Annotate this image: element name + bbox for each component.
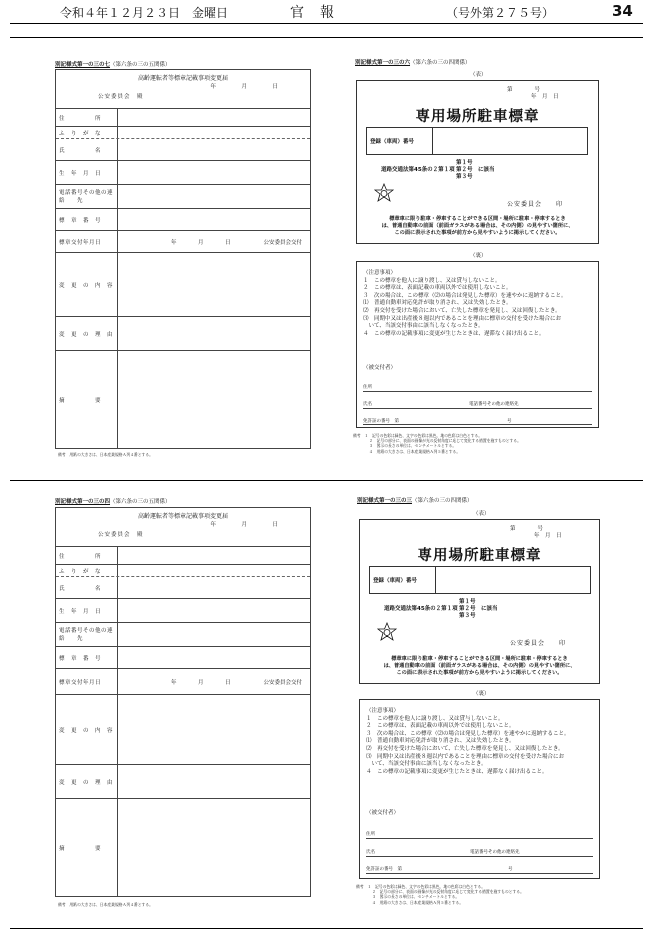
holder-license: 免許証の番号 第 [366,867,402,872]
holder-name: 氏名 [366,850,375,855]
badge-date: 年 月 日 [531,94,559,100]
badge-label: 別記様式第一の三の三（第六条の三の四関係） [357,498,473,504]
holder-phone: 電話番号その他の連絡先 [470,850,520,855]
holder-title: （被交付者） [363,365,397,371]
form-row-remarks: 摘 要 [56,350,310,448]
issue-number: （号外第２７５号） [446,6,555,20]
holder-name: 氏名 [363,402,372,407]
form-row-change-reason: 変 更 の 理 由 [56,316,310,350]
back-side-label: （裏） [473,691,490,697]
change-notification-form [55,507,311,897]
form-title: 高齢運転者等標章記載事項変更届 [137,75,228,82]
holder-license-end: 号 [507,419,512,424]
holder-line [366,838,593,839]
form-date: 年 月 日 [210,522,288,528]
form-row-address: 住 所 [56,108,310,126]
back-side-label: （裏） [470,253,487,259]
holder-line [366,873,593,874]
badge-number: 第 号 [507,87,541,93]
section-rule [10,928,643,929]
police-emblem-icon [376,622,398,644]
form-row-remarks: 摘 要 [56,798,310,896]
page-number: 34 [612,2,633,20]
paper-name: 官報 [290,5,350,21]
holder-line [366,856,593,857]
front-side-label: （表） [473,511,490,517]
law-item: 第１号 [456,160,473,166]
parking-badge-back [359,699,600,879]
law-item: 第２号 に該当 [456,167,495,173]
form-row-badge-number: 標 章 番 号 [56,208,310,230]
form-row-name: 氏 名 [56,138,310,160]
page-header [0,0,653,24]
holder-address: 住所 [363,385,372,390]
law-reference: 道路交通法第45条の２第１項 [381,167,455,173]
notes-list: （注意事項） １ この標章を他人に譲り渡し、又は貸与しないこと。 ２ この標章は、表面記載の車両以外では使用しないこと。 ３ 次の場合は、この標章（⑵の場合は発見した標章）を速やかに返納すること。 ⑴ 普通自動車対応免許が取り消され、又は失効したとき。 ⑵ 再交付を受けた場合において、亡失した標章を発見し、又は回復したとき。 ⑶ 同期中又は出産後８週以内であることを理由に標章の交付を受けた場合にお いて、当該交付事由に該当しなくなったとき。 ４ この標章の記載事項に変更が生じたときは、遅滞なく届け出ること。 [366,708,570,775]
form-row-birthdate: 生 年 月 日 [56,160,310,184]
form-row-issue-date: 標章交付年月日 年 月 日 公安委員会交付 [56,668,310,694]
form-row-change-content: 変 更 の 内 容 [56,252,310,316]
form-row-contact: 電話番号その他の連 絡 先 [56,184,310,208]
form-row-contact: 電話番号その他の連 絡 先 [56,622,310,646]
form-row-birthdate: 生 年 月 日 [56,598,310,622]
form-row-issue-date: 標章交付年月日 年 月 日 公安委員会交付 [56,230,310,252]
badge-footnotes: 備考 １ 記号の色彩は緑色、文字の色彩は黒色、地の色彩は白色とする。 ２ 記号の部分に、表面の画像が光の反射角度に応じて変化する措置を施すものとする。 ３ 図示の長さの単位は、センチメートルとする。 ４ 用紙の大きさは、日本産業規格Ａ列５番とする。 [356,884,524,905]
form-row-furigana: ふ り が な [56,126,310,138]
header-rule [10,23,643,24]
form-row-change-content: 変 更 の 内 容 [56,694,310,764]
front-side-label: （表） [470,72,487,78]
holder-license-end: 号 [508,867,513,872]
police-emblem-icon [373,183,395,205]
issuing-commission: 公安委員会 印 [507,201,564,208]
notes-list: （注意事項） １ この標章を他人に譲り渡し、又は貸与しないこと。 ２ この標章は、表面記載の車両以外では使用しないこと。 ３ 次の場合は、この標章（⑵の場合は発見した標章）を速やかに返納すること。 ⑴ 普通自動車対応免許が取り消され、又は失効したとき。 ⑵ 再交付を受けた場合において、亡失した標章を発見し、又は回復したとき。 ⑶ 同期中又は出産後８週以内であることを理由に標章の交付を受けた場合にお いて、当該交付事由に該当しなくなったとき。 ４ この標章の記載事項に変更が生じたときは、遅滞なく届け出ること。 [363,270,567,337]
form-row-address: 住 所 [56,546,310,564]
holder-title: （被交付者） [366,810,400,816]
badge-date: 年 月 日 [534,533,562,539]
form-note: 備考 用紙の大きさは、日本産業規格Ａ列４番とする。 [58,902,153,907]
badge-instructions: 標章車に限り駐車・停車することができる区間・場所に駐車・停車するとき は、普通自動車の前面（前面ガラスがある場合は、その内側）の見やすい箇所に、 この面に表示された事項が前方から見やすいように掲示してください。 [381,216,574,236]
form-row-badge-number: 標 章 番 号 [56,646,310,668]
registration-box: 登録（車両）番号 [369,566,591,594]
holder-address: 住所 [366,832,375,837]
badge-footnotes: 備考 １ 記号の色彩は緑色、文字の色彩は黒色、地の色彩は白色とする。 ２ 記号の部分に、表面の画像が光の反射角度に応じて変化する措置を施すものとする。 ３ 図示の長さの単位は、センチメートルとする。 ４ 用紙の大きさは、日本産業規格Ａ列５番とする。 [353,433,521,454]
law-item: 第３号 [456,174,473,180]
registration-box: 登録（車両）番号 [366,127,588,155]
law-item: 第３号 [459,613,476,619]
form-label: 別記様式第一の三の四（第六条の三の五関係） [55,499,171,505]
holder-phone: 電話番号その他の連絡先 [469,402,519,407]
parking-badge-front [356,80,599,244]
badge-label: 別記様式第一の三の六（第六条の三の四関係） [355,60,471,66]
section-rule [10,480,643,481]
form-commission: 公安委員会 殿 [98,532,144,538]
issuing-commission: 公安委員会 印 [510,640,567,647]
parking-badge-back [356,261,599,428]
form-row-change-reason: 変 更 の 理 由 [56,764,310,798]
law-item: 第２号 に該当 [459,606,498,612]
section-rule [10,37,643,38]
holder-license: 免許証の番号 第 [363,419,399,424]
badge-number: 第 号 [510,526,544,532]
holder-line [363,391,592,392]
form-note: 備考 用紙の大きさは、日本産業規格Ａ列４番とする。 [58,452,153,457]
badge-instructions: 標章車に限り駐車・停車することができる区間・場所に駐車・停車するとき は、普通自動車の前面（前面ガラスがある場合は、その内側）の見やすい箇所に、 この面に表示された事項が前方から見やすいように掲示してください。 [383,656,576,676]
form-date: 年 月 日 [210,84,288,90]
holder-line [363,424,592,425]
form-row-name: 氏 名 [56,576,310,598]
law-item: 第１号 [459,599,476,605]
form-label: 別記様式第一の三の七（第六条の三の五関係） [55,62,171,68]
badge-title: 専用場所駐車標章 [415,109,540,125]
form-commission: 公安委員会 殿 [98,94,144,100]
law-reference: 道路交通法第45条の２第１項 [384,606,458,612]
parking-badge-front [359,519,600,684]
change-notification-form [55,69,311,449]
issue-date: 令和４年１２月２３日 金曜日 [60,6,229,20]
form-row-furigana: ふ り が な [56,564,310,576]
badge-title: 専用場所駐車標章 [417,548,542,564]
holder-line [363,408,592,409]
form-title: 高齢運転者等標章記載事項変更届 [137,513,228,520]
